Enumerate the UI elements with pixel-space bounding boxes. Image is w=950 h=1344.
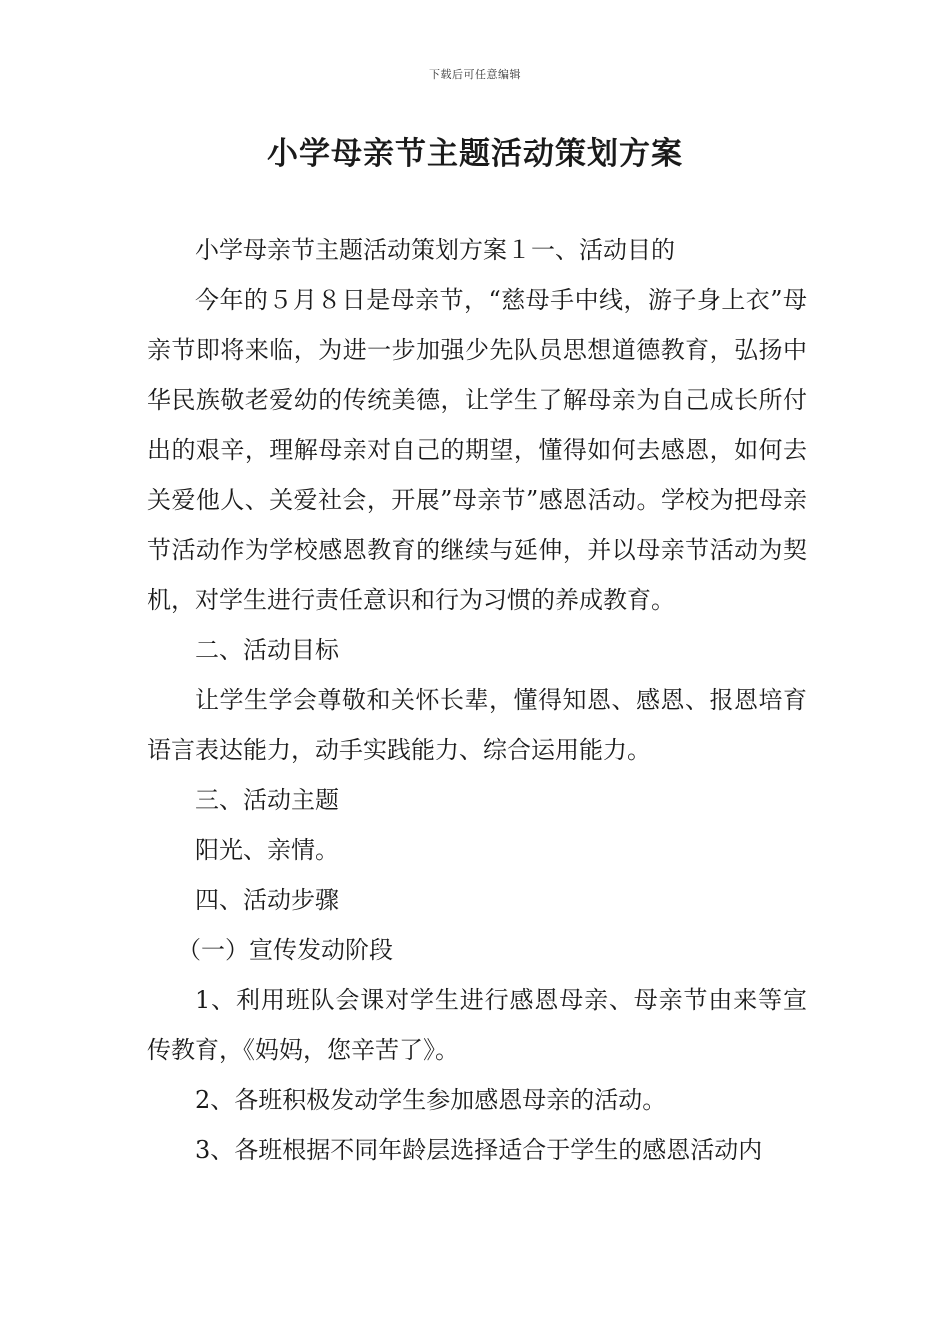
- heading-goals: 二、活动目标: [195, 636, 339, 664]
- list-item-3: 3、各班根据不同年龄层选择适合于学生的感恩活动内: [195, 1136, 763, 1164]
- paragraph-intro: 小学母亲节主题活动策划方案１一、活动目的: [195, 236, 675, 264]
- list-item-2: 2、各班积极发动学生参加感恩母亲的活动。: [195, 1086, 667, 1114]
- paragraph-goals: 让学生学会尊敬和关怀长辈，懂得知恩、感恩、报恩培育语言表达能力，动手实践能力、综合运用能力。: [147, 686, 807, 764]
- document-title: 小学母亲节主题活动策划方案: [267, 136, 683, 172]
- paragraph-theme: 阳光、亲情。: [195, 836, 339, 864]
- heading-steps: 四、活动步骤: [195, 886, 339, 914]
- paragraph-purpose: 今年的５月８日是母亲节，“慈母手中线，游子身上衣”母亲节即将来临，为进一步加强少先队员思想道德教育，弘扬中华民族敬老爱幼的传统美德，让学生了解母亲为自己成长所付出的艰辛，理解母亲对自己的期望，懂得如何去感恩，如何去关爱他人、关爱社会，开展”母亲节”感恩活动。学校为把母亲节活动作为学校感恩教育的继续与延伸，并以母亲节活动为契机，对学生进行责任意识和行为习惯的养成教育。: [147, 286, 807, 614]
- list-item-1: 1、利用班队会课对学生进行感恩母亲、母亲节由来等宣传教育，《妈妈，您辛苦了》。: [147, 986, 807, 1064]
- document-body: [147, 225, 807, 1175]
- header-note: 下载后可任意编辑: [429, 68, 521, 81]
- heading-theme: 三、活动主题: [195, 786, 339, 814]
- subheading-publicity: （一）宣传发动阶段: [177, 936, 393, 964]
